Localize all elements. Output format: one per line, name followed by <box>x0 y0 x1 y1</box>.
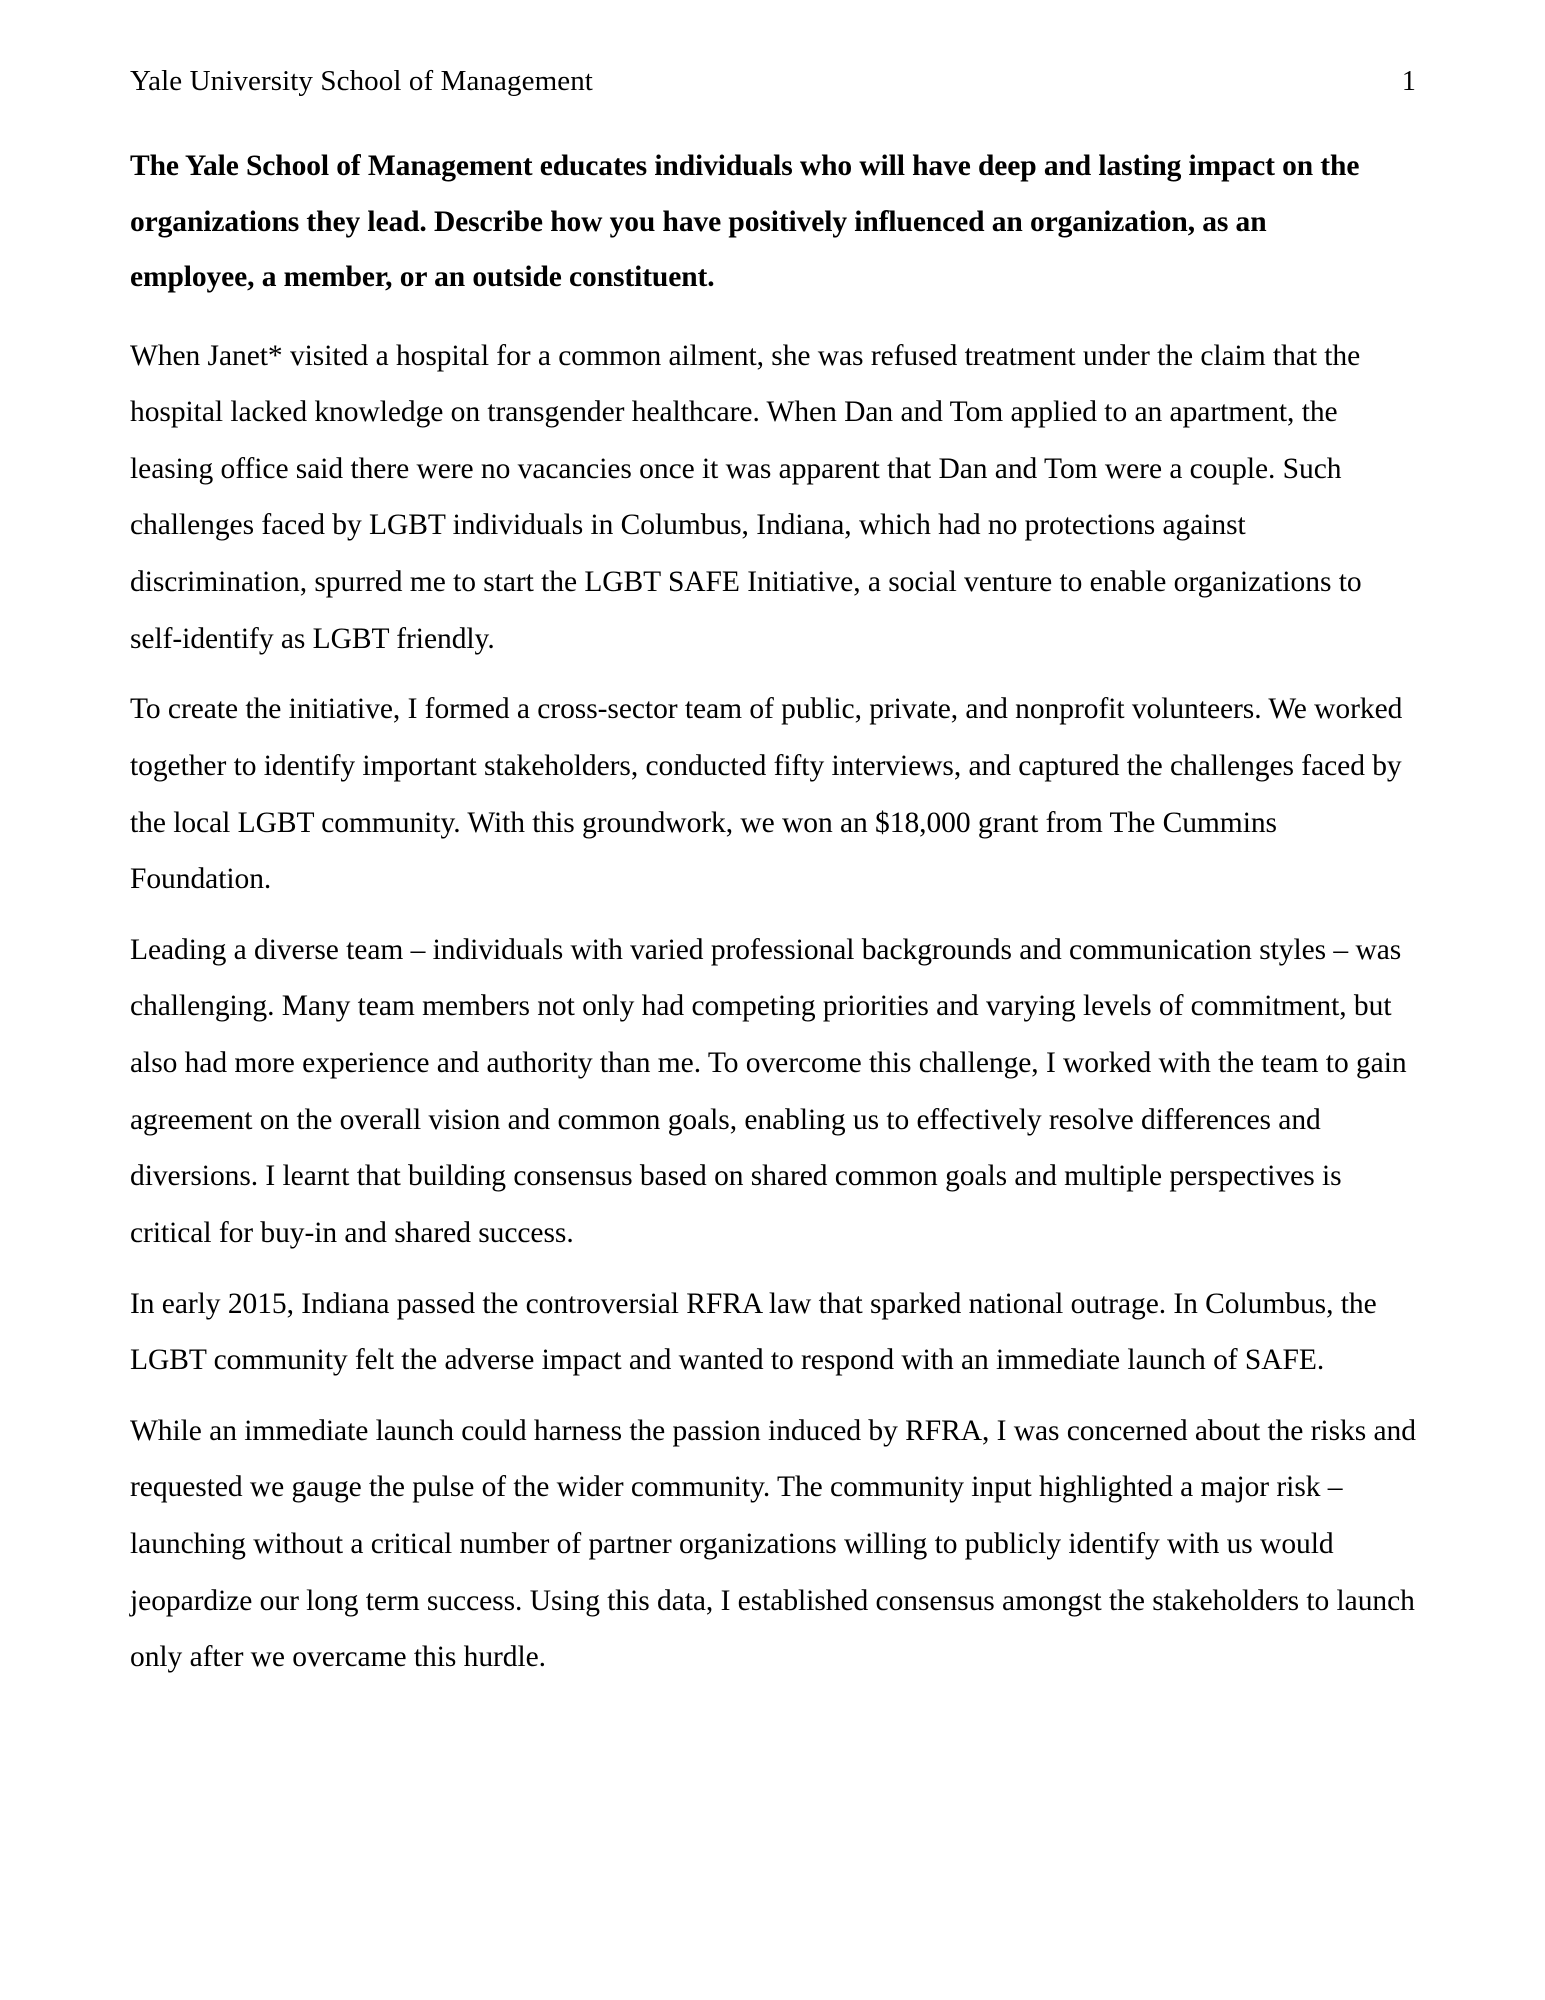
essay-paragraph-1: When Janet* visited a hospital for a common ailment, she was refused treatment under the claim that the hospital lacked knowledge on transgender healthcare. When Dan and Tom applied to an apartment, the leasing office said there were no vacancies once it was apparent that Dan and Tom were a couple. Such challenges faced by LGBT individuals in Columbus, Indiana, which had no protections against discrimination, spurred me to start the LGBT SAFE Initiative, a social venture to enable organizations to self-identify as LGBT friendly. <box>130 339 1362 655</box>
essay-paragraph-2: To create the initiative, I formed a cross-sector team of public, private, and nonprofit volunteers. We worked together to identify important stakeholders, conducted fifty interviews, and captured the challenges faced by the local LGBT community. With this groundwork, we won an $18,000 grant from The Cummins Foundation. <box>130 693 1403 896</box>
header-institution-name: Yale University School of Management <box>130 65 593 97</box>
page-content <box>130 62 1418 1686</box>
essay-paragraph-4: In early 2015, Indiana passed the controversial RFRA law that sparked national outrage. In Columbus, the LGBT community felt the adverse impact and wanted to respond with an immediate launch of SAFE. <box>130 1287 1377 1377</box>
essay-prompt: The Yale School of Management educates individuals who will have deep and lasting impact on the organizations they lead. Describe how you have positively influenced an organization, as an employee, a member, or an outside constituent. <box>130 150 1360 294</box>
header-page-number: 1 <box>1401 66 1416 97</box>
running-head <box>130 62 1418 101</box>
essay-paragraph-5: While an immediate launch could harness the passion induced by RFRA, I was concerned about the risks and requested we gauge the pulse of the wider community. The community input highlighted a major risk – launching without a critical number of partner organizations willing to publicly identify with us would jeopardize our long term success. Using this data, I established consensus amongst the stakeholders to launch only after we overcame this hurdle. <box>130 1414 1416 1674</box>
essay-paragraph-3: Leading a diverse team – individuals with varied professional backgrounds and communication styles – was challenging. Many team members not only had competing priorities and varying levels of commitment, but also had more experience and authority than me. To overcome this challenge, I worked with the team to gain agreement on the overall vision and common goals, enabling us to effectively resolve differences and diversions. I learnt that building consensus based on shared common goals and multiple perspectives is critical for buy-in and shared success. <box>130 933 1407 1249</box>
